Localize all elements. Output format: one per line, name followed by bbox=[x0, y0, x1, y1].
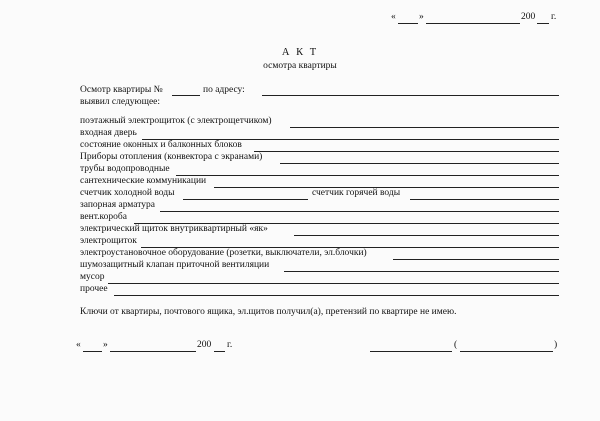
document-subtitle: осмотра квартиры bbox=[263, 61, 337, 71]
signature-blank[interactable] bbox=[370, 351, 452, 352]
item-label: прочее bbox=[80, 284, 108, 294]
item-blank[interactable] bbox=[280, 163, 559, 164]
item-label: вент.короба bbox=[80, 212, 127, 222]
footer-year: 200 bbox=[197, 340, 212, 350]
header-year: 200 bbox=[521, 12, 536, 22]
item-blank[interactable] bbox=[114, 295, 559, 296]
signature-name-blank[interactable] bbox=[460, 351, 553, 352]
item-label: Приборы отопления (конвектора с экранами) bbox=[80, 152, 263, 162]
item-label: входная дверь bbox=[80, 128, 137, 138]
item-blank[interactable] bbox=[176, 175, 559, 176]
item-blank[interactable] bbox=[284, 271, 559, 272]
item-blank[interactable] bbox=[290, 127, 559, 128]
signature-paren-open: ( bbox=[454, 340, 458, 350]
hot-water-meter-label: счетчик горячей воды bbox=[312, 188, 401, 198]
item-blank[interactable] bbox=[160, 211, 559, 212]
item-label: счетчик холодной воды bbox=[80, 188, 175, 198]
item-label: электрощиток bbox=[80, 236, 137, 246]
footer-date-open-quote: « bbox=[76, 340, 81, 350]
keys-statement: Ключи от квартиры, почтового ящика, эл.щитов получил(а), претензий по квартире не имею. bbox=[80, 307, 457, 317]
footer-month-blank[interactable] bbox=[110, 351, 196, 352]
item-blank[interactable] bbox=[108, 283, 559, 284]
footer-day-blank[interactable] bbox=[83, 351, 102, 352]
apartment-number-label: Осмотр квартиры № bbox=[80, 85, 163, 95]
document-title: А К Т bbox=[281, 47, 319, 58]
header-month-blank[interactable] bbox=[426, 23, 520, 24]
item-blank[interactable] bbox=[294, 235, 559, 236]
footer-date-close-quote: » bbox=[103, 340, 108, 350]
item-label: трубы водопроводные bbox=[80, 164, 170, 174]
item-label: шумозащитный клапан приточной вентиляции bbox=[80, 260, 270, 270]
header-date-open-quote: « bbox=[391, 12, 396, 22]
header-date-close-quote: » bbox=[419, 12, 424, 22]
header-year-suffix: г. bbox=[551, 12, 557, 22]
apartment-number-blank[interactable] bbox=[172, 95, 200, 96]
address-label: по адресу: bbox=[203, 85, 245, 95]
address-blank[interactable] bbox=[262, 95, 559, 96]
item-label: запорная арматура bbox=[80, 200, 155, 210]
footer-year-suffix: г. bbox=[227, 340, 233, 350]
item-label: состояние оконных и балконных блоков bbox=[80, 140, 242, 150]
header-year-blank[interactable] bbox=[537, 23, 549, 24]
footer-year-blank[interactable] bbox=[214, 351, 225, 352]
item-label: электрический щиток внутриквартирный «як» bbox=[80, 224, 268, 234]
header-day-blank[interactable] bbox=[398, 23, 418, 24]
hot-water-meter-blank[interactable] bbox=[410, 199, 559, 200]
item-label: сантехнические коммуникации bbox=[80, 176, 207, 186]
item-blank[interactable] bbox=[254, 151, 559, 152]
item-label: электроустановочное оборудование (розетки, выключатели, эл.блочки) bbox=[80, 248, 367, 258]
cold-water-meter-blank[interactable] bbox=[183, 199, 308, 200]
item-blank[interactable] bbox=[393, 259, 559, 260]
item-label: поэтажный электрощиток (с электрощетчиком) bbox=[80, 116, 272, 126]
signature-paren-close: ) bbox=[554, 340, 558, 350]
item-label: мусор bbox=[80, 272, 105, 282]
found-following-label: выявил следующее: bbox=[80, 97, 161, 107]
